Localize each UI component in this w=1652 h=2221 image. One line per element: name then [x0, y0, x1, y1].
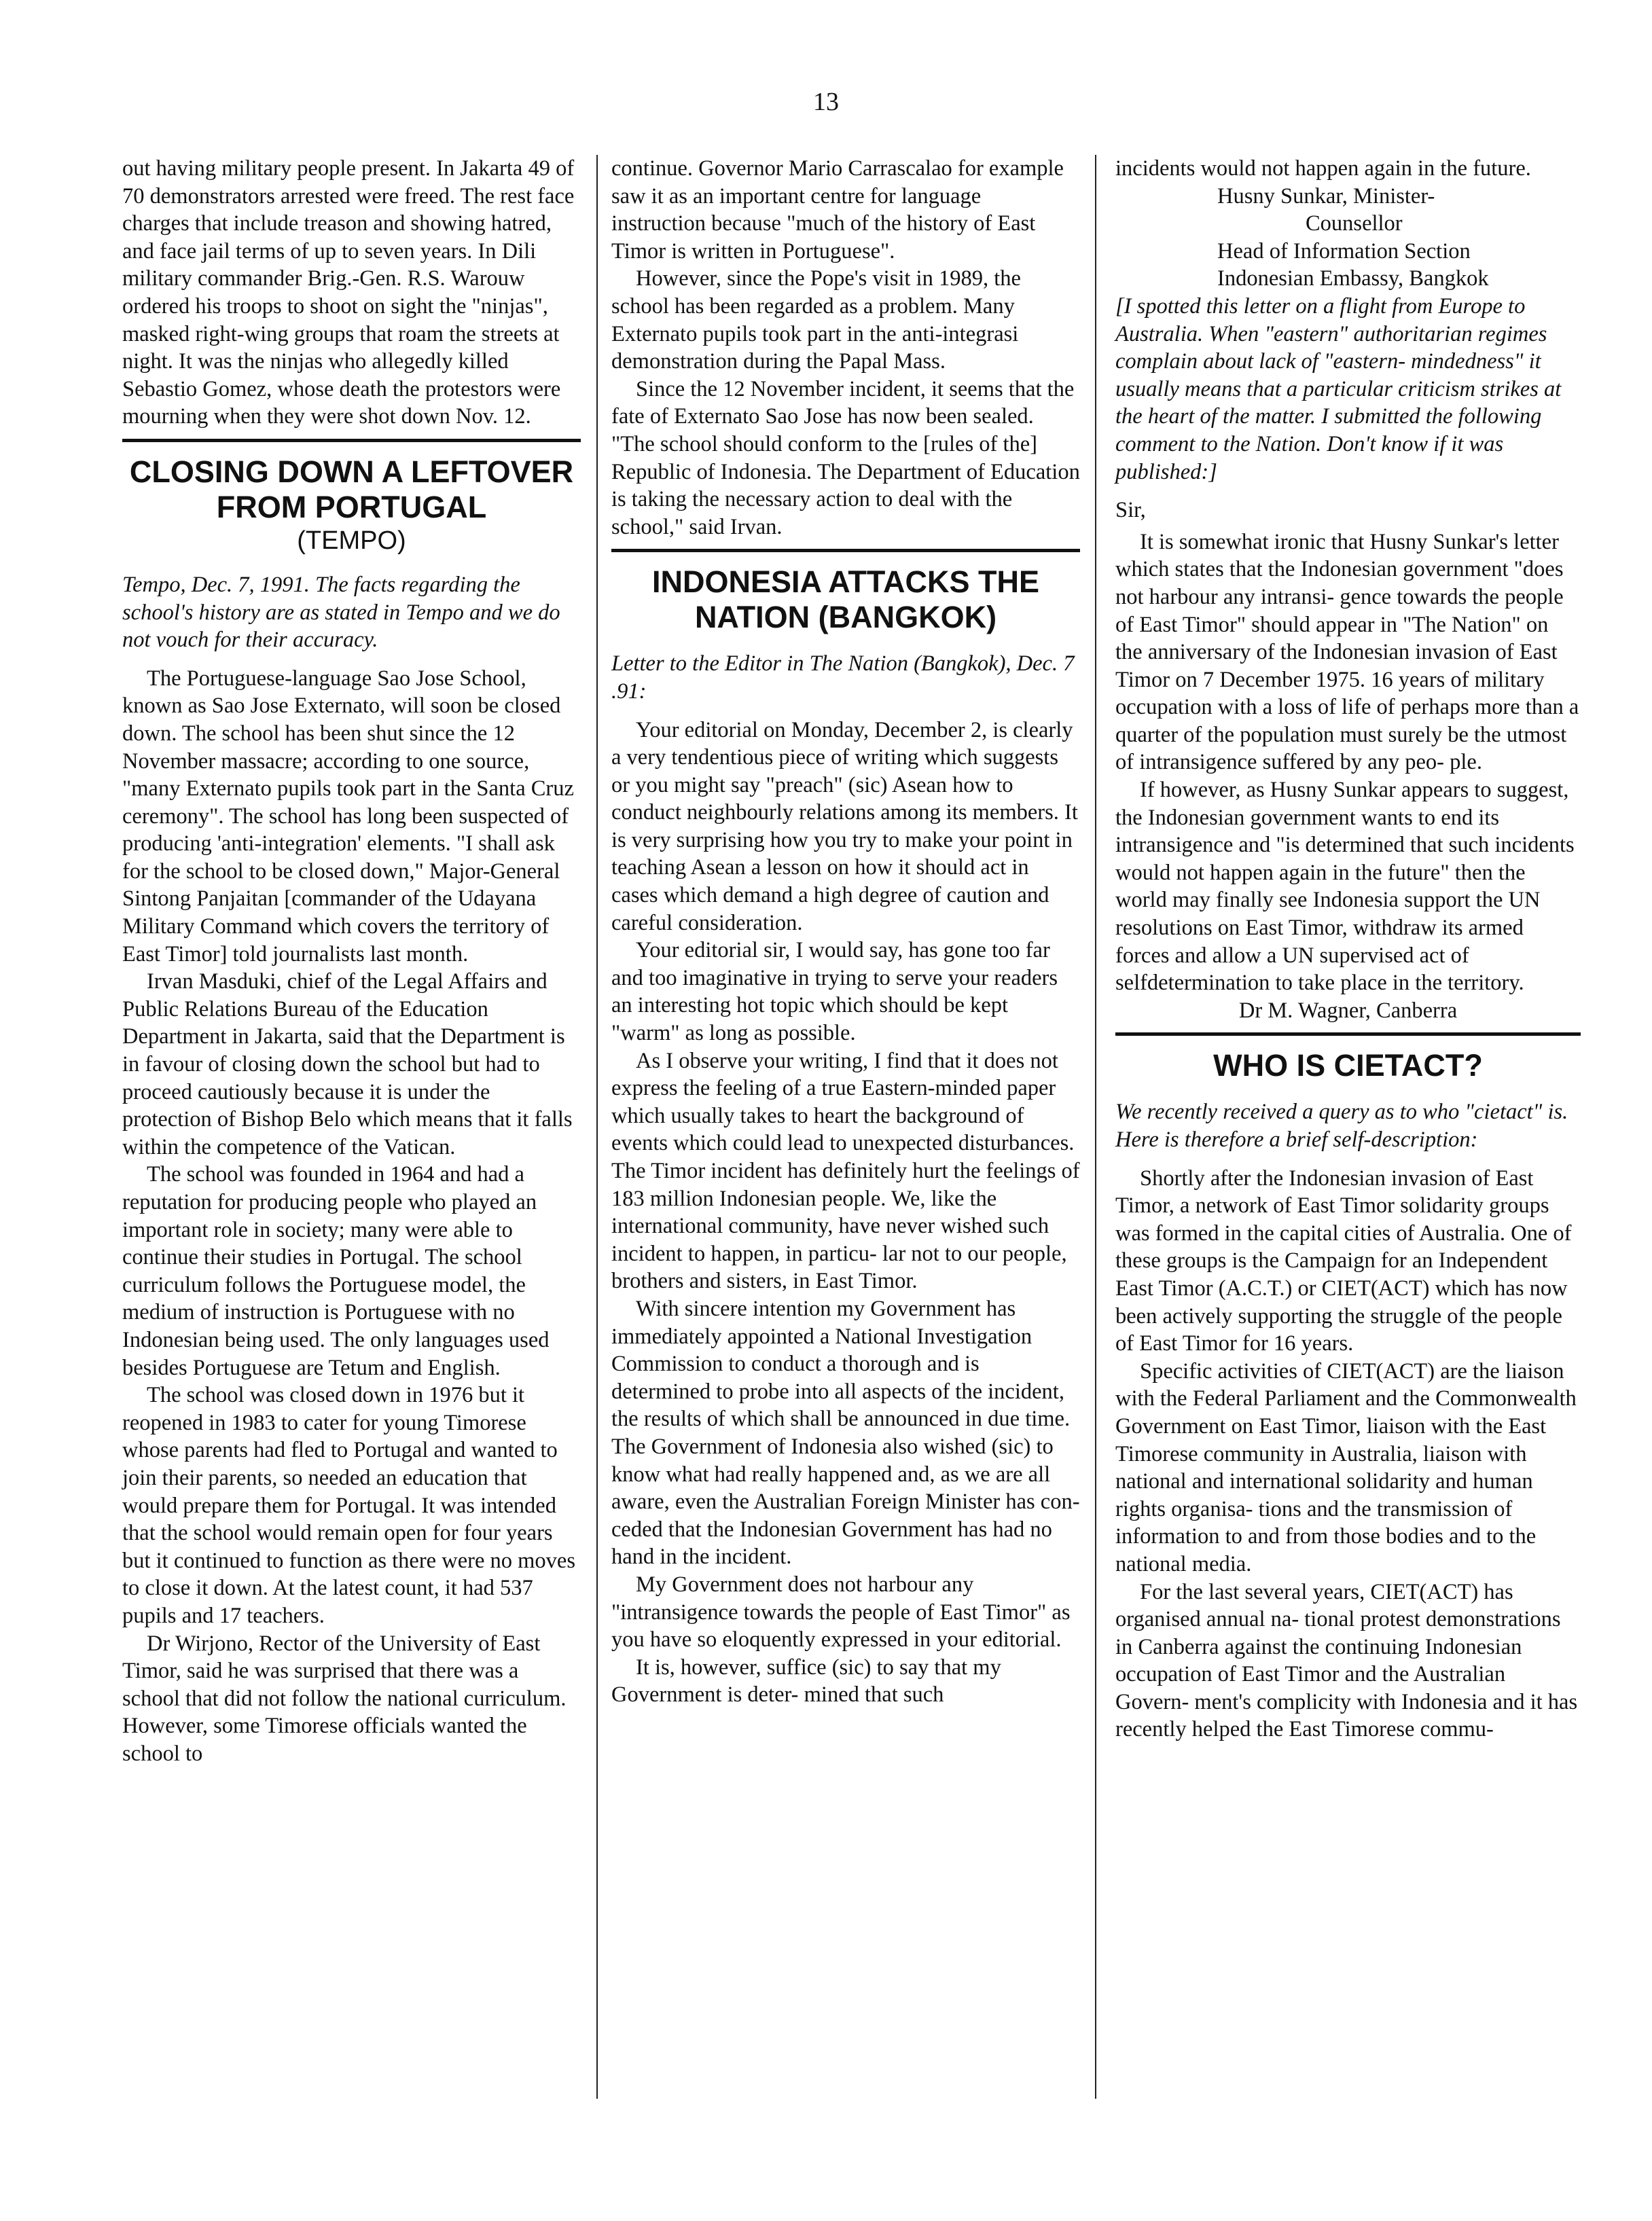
paragraph: For the last several years, CIET(ACT) has organised annual na- tional protest demonstrations in Canberra against the continuing Indonesian occupation of East Timor and the Australian Govern- ment's complicity with Indonesia and it has recently helped the East Timorese commu- [1115, 1579, 1578, 1742]
letter-signature: Indonesian Embassy, Bangkok [1217, 266, 1489, 291]
headline-closing-down: CLOSING DOWN A LEFTOVER FROM PORTUGAL [129, 454, 574, 524]
column-divider [1095, 155, 1096, 2099]
letter-signature: Counsellor [1306, 211, 1403, 236]
article-lead: We recently received a query as to who "cietact" is. Here is therefore a brief self-description: [1115, 1100, 1568, 1152]
paragraph: continue. Governor Mario Carrascalao for example saw it as an important centre for language instruction because "much of the history of East Timor is written in Portuguese". [611, 156, 1064, 264]
section-rule [1115, 1032, 1581, 1036]
paragraph: It is, however, suffice (sic) to say that my Government is deter- mined that such [611, 1655, 1001, 1708]
column-3 [1115, 155, 1581, 1744]
paragraph: Your editorial sir, I would say, has gone too far and too imaginative in trying to serve your readers an interesting hot topic which should be kept "warm" as long as possible. [611, 938, 1058, 1046]
page-number: 13 [813, 88, 839, 116]
article-lead: Tempo, Dec. 7, 1991. The facts regarding the school's history are as stated in Tempo and we do not vouch for their accuracy. [122, 572, 560, 653]
paragraph: It is somewhat ironic that Husny Sunkar's letter which states that the Indonesian government "does not harbour any intransi- gence towards the people of East Timor" should appear in "The Nation" on the anniversary of the Indonesian invasion of East Timor on 7 December 1975. 16 years of military occupation with a loss of life of perhaps more than a quarter of the population must surely be the utmost of intransigence suffered by any peo- ple. [1115, 529, 1579, 775]
paragraph: The Portuguese-language Sao Jose School, known as Sao Jose Externato, will soon be closed down. The school has been shut since the 12 November massacre; according to one source, "many Externato pupils took part in the Santa Cruz ceremony". The school has long been suspected of producing 'anti-integration' elements. "I shall ask for the school to be closed down," Major-General Sintong Panjaitan [commander of the Udayana Military Command which covers the territory of East Timor] told journalists last month. [122, 666, 574, 967]
paragraph: However, since the Pope's visit in 1989, the school has been regarded as a problem. Many Externato pupils took part in the anti-integrasi demonstration during the Papal Mass. [611, 266, 1021, 374]
paragraph: Your editorial on Monday, December 2, is clearly a very tendentious piece of writing which suggests or you might say "preach" (sic) Asean how to conduct neighbourly relations among its members. It is very surprising how you try to make your point in teaching Asean a lesson on how it should act in cases which demand a high degree of caution and careful consideration. [611, 717, 1078, 935]
editor-note: [I spotted this letter on a flight from Europe to Australia. When "eastern" authoritarian regimes complain about lack of "eastern- mindedness" it usually means that a particular criticism strikes at the heart of the matter. I submitted the following comment to the Nation. Don't know if it was published:] [1115, 293, 1562, 484]
paragraph: The school was founded in 1964 and had a reputation for producing people who played an important role in society; many were able to continue their studies in Portugal. The school curriculum follows the Portuguese model, the medium of instruction is Portuguese with no Indonesian being used. The only languages used besides Portuguese are Tetum and English. [122, 1162, 550, 1380]
paragraph: My Government does not harbour any "intransigence towards the people of East Timor" as you have so eloquently expressed in your editorial. [611, 1572, 1071, 1653]
paragraph: The school was closed down in 1976 but it reopened in 1983 to cater for young Timorese whose parents had fled to Portugal and wanted to join their parents, so needed an education that would prepare them for Portugal. It was intended that the school would remain open for four years but it continued to function as there were no moves to close it down. At the latest count, it had 537 pupils and 17 teachers. [122, 1383, 575, 1628]
headline-source: (TEMPO) [297, 526, 406, 555]
paragraph: Irvan Masduki, chief of the Legal Affairs and Public Relations Bureau of the Education Department in Jakarta, said that the Department is in favour of closing down the school but had to proceed cautiously because it is under the protection of Bishop Belo which means that it falls within the competence of the Vatican. [122, 969, 573, 1159]
column-2 [611, 155, 1080, 1709]
paragraph: Shortly after the Indonesian invasion of East Timor, a network of East Timor solidarity groups was formed in the capital cities of Australia. One of these groups is the Campaign for an Independent East Timor (A.C.T.) or CIET(ACT) which has now been actively supporting the struggle of the people of East Timor for 16 years. [1115, 1166, 1572, 1356]
paragraph: Since the 12 November incident, it seems that the fate of Externato Sao Jose has now been sealed. "The school should conform to the [rules of the] Republic of Indonesia. The Department of Education is taking the necessary action to deal with the school," said Irvan. [611, 376, 1080, 539]
column-1 [122, 155, 581, 1767]
paragraph: incidents would not happen again in the future. [1115, 156, 1531, 181]
paragraph: Dr Wirjono, Rector of the University of East Timor, said he was surprised that there was a school that did not follow the national curriculum. However, some Timorese officials wanted the school to [122, 1631, 567, 1766]
reply-signature: Dr M. Wagner, Canberra [1238, 998, 1458, 1023]
paragraph: If however, as Husny Sunkar appears to suggest, the Indonesian government wants to end its intransigence and "is determined that such incidents would not happen again in the future" then the world may finally see Indonesia support the UN resolutions on East Timor, withdraw its armed forces and allow a UN supervised act of selfdetermination to take place in the territory. [1115, 778, 1575, 996]
paragraph: Specific activities of CIET(ACT) are the liaison with the Federal Parliament and the Commonwealth Government on East Timor, liaison with the East Timorese community in Australia, liaison with national and international solidarity and human rights organisa- tions and the transmission of information to and from those bodies and to the national media. [1115, 1358, 1577, 1576]
letter-signature: Head of Information Section [1217, 238, 1471, 264]
letter-signature: Husny Sunkar, Minister- [1217, 183, 1435, 209]
salutation: Sir, [1115, 498, 1146, 523]
headline-who-is-cietact: WHO IS CIETACT? [1213, 1048, 1483, 1083]
section-rule [122, 439, 581, 442]
paragraph: With sincere intention my Government has immediately appointed a National Investigation Commission to conduct a thorough and is determined to probe into all aspects of the incident, the results of which shall be announced in due time. The Government of Indonesia also wished (sic) to know what had really happened and, as we are all aware, even the Australian Foreign Minister has con- ceded that the Indonesian Government has had no hand in the incident. [611, 1296, 1080, 1570]
column-divider [596, 155, 598, 2099]
paragraph: As I observe your writing, I find that it does not express the feeling of a true Eastern-minded paper which usually takes to heart the background of events which could lead to unexpected disturbances. The Timor incident has definitely hurt the feelings of 183 million Indonesian people. We, like the international community, have never wished such incident to happen, in particu- lar not to our people, brothers and sisters, in East Timor. [611, 1048, 1080, 1294]
article-continuation: out having military people present. In Jakarta 49 of 70 demonstrators arrested were freed. The rest face charges that include treason and showing hatred, and face jail terms of up to seven years. In Dili military commander Brig.-Gen. R.S. Warouw ordered his troops to shoot on sight the "ninjas", masked right-wing groups that roam the streets at night. It was the ninjas who allegedly killed Sebastio Gomez, whose death the protestors were mourning when they were shot down Nov. 12. [122, 156, 575, 429]
article-lead: Letter to the Editor in The Nation (Bangkok), Dec. 7 .91: [611, 651, 1075, 704]
section-rule [611, 549, 1080, 552]
headline-indonesia-attacks: INDONESIA ATTACKS THE NATION (BANGKOK) [652, 564, 1039, 635]
